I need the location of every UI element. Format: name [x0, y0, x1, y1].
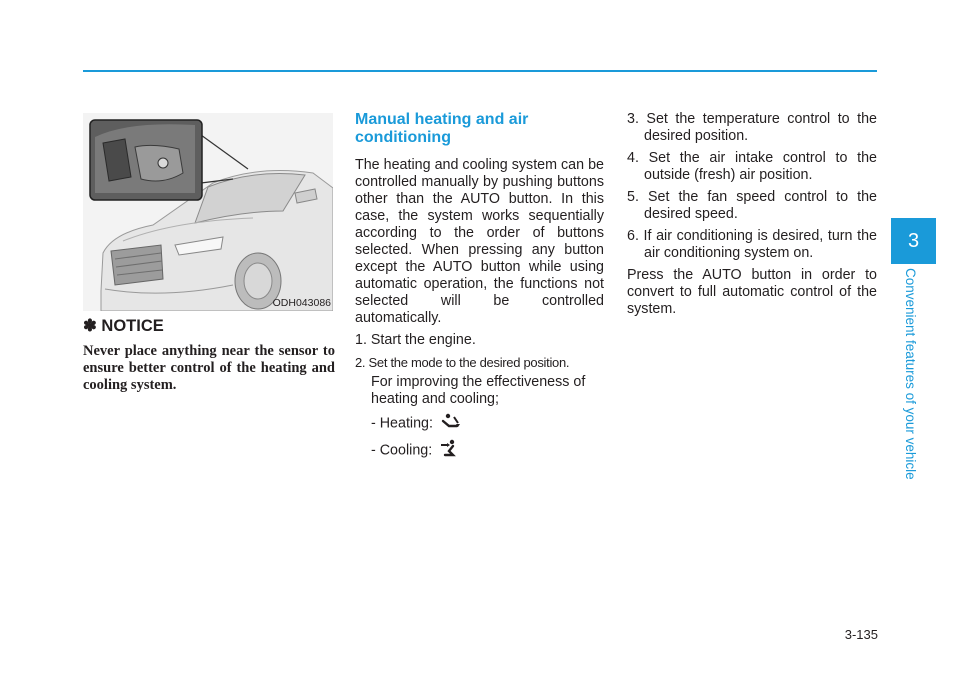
- chapter-number: 3: [891, 218, 936, 264]
- notice-body: Never place anything near the sensor to ensure better control of the heating and cooling system.: [83, 343, 335, 393]
- step-2: 2. Set the mode to the desired position.: [355, 355, 570, 370]
- step-6: 6. If air conditioning is desired, turn the air conditioning system on.: [627, 228, 877, 261]
- cooling-line: [371, 439, 604, 462]
- heating-label: - Heating:: [371, 415, 433, 432]
- header-rule: [83, 70, 877, 72]
- step-3: 3. Set the temperature control to the desired position.: [627, 111, 877, 144]
- page-number: 3-135: [844, 627, 878, 642]
- face-mode-icon: [439, 439, 461, 462]
- car-illustration-svg: [83, 113, 333, 311]
- step-2-note: For improving the effectiveness of heating and cooling;: [371, 374, 586, 407]
- closing-paragraph: Press the AUTO button in order to convert to full automatic control of the system.: [627, 267, 877, 317]
- cooling-label: - Cooling:: [371, 442, 433, 459]
- column-middle: [355, 111, 604, 467]
- heating-line: [371, 413, 604, 434]
- step-4: 4. Set the air intake control to the outside (fresh) air position.: [627, 150, 877, 183]
- step-5: 5. Set the fan speed control to the desired speed.: [627, 189, 877, 222]
- column-right: [627, 111, 877, 323]
- chapter-title: Convenient features of your vehicle: [903, 268, 918, 480]
- intro-paragraph: The heating and cooling system can be controlled manually by pushing buttons other than the AUTO button. In this case, the system works sequentially according to the order of buttons selected. When pressing any button except the AUTO button while using automatic operation, the functions not selected will be controlled automatically.: [355, 157, 604, 326]
- notice-title: ✽ NOTICE: [83, 317, 164, 335]
- car-sensor-illustration: [83, 113, 333, 311]
- step-1: 1. Start the engine.: [355, 332, 476, 348]
- figure-code: ODH043086: [272, 297, 331, 309]
- section-title: Manual heating and air conditioning: [355, 111, 529, 146]
- floor-mode-icon: [440, 413, 462, 434]
